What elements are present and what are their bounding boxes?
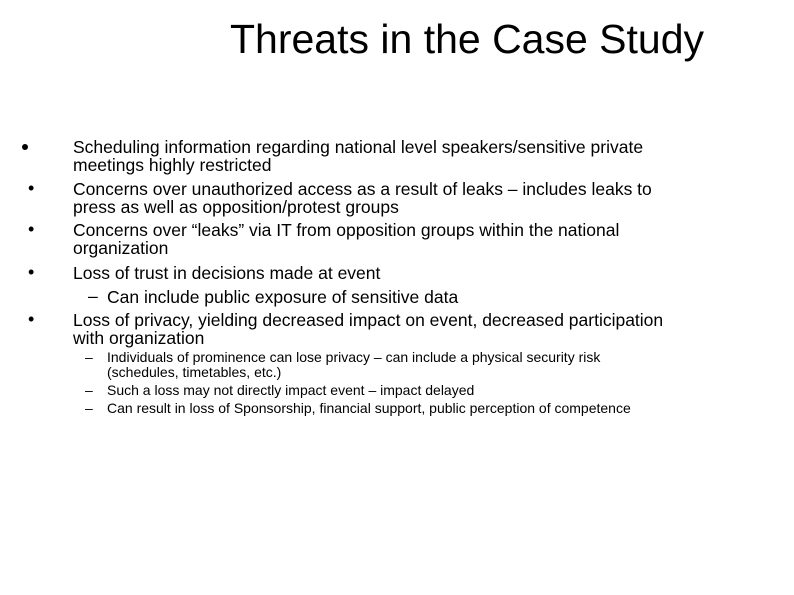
dash-icon: – [85,349,93,365]
bullet-line: Can result in loss of Sponsorship, financial support, public perception of competence [107,400,631,416]
bullet-line: Concerns over “leaks” via IT from opposition groups within the national [73,220,620,240]
bullet-line: Scheduling information regarding national level speakers/sensitive private [73,137,644,157]
bullet-icon: • [28,309,35,329]
bullet-text [107,350,600,380]
bullet-line: Loss of trust in decisions made at event [73,263,381,283]
bullet-line: Individuals of prominence can lose privacy – can include a physical security risk [107,349,601,365]
bullet-icon: • [28,219,35,239]
bullet-line: organization [73,238,169,258]
bullet-line: (schedules, timetables, etc.) [107,364,282,380]
bullet-line: meetings highly restricted [73,155,272,175]
slide-title: Threats in the Case Study [230,16,705,62]
bullet-text [107,401,631,416]
bullet-text [73,138,643,174]
bullet-line: Can include public exposure of sensitive data [107,287,459,307]
bullet-line: Concerns over unauthorized access as a result of leaks – includes leaks to [73,179,652,199]
bullet-line: Loss of privacy, yielding decreased impact on event, decreased participation [73,310,664,330]
bullet-line: Such a loss may not directly impact event – impact delayed [107,382,475,398]
bullet-icon: • [28,178,35,198]
bullet-text [73,264,380,282]
bullet-line: with organization [73,328,205,348]
dash-icon: – [88,286,98,306]
bullet-text [73,180,652,216]
bullet-dot-icon [22,144,28,150]
dash-icon: – [85,400,93,416]
bullet-text [73,221,619,257]
bullet-line: press as well as opposition/protest groups [73,197,399,217]
bullet-text [107,383,474,398]
bullet-text [107,288,458,306]
bullet-icon: • [28,262,35,282]
bullet-text [73,311,663,347]
dash-icon: – [85,382,93,398]
